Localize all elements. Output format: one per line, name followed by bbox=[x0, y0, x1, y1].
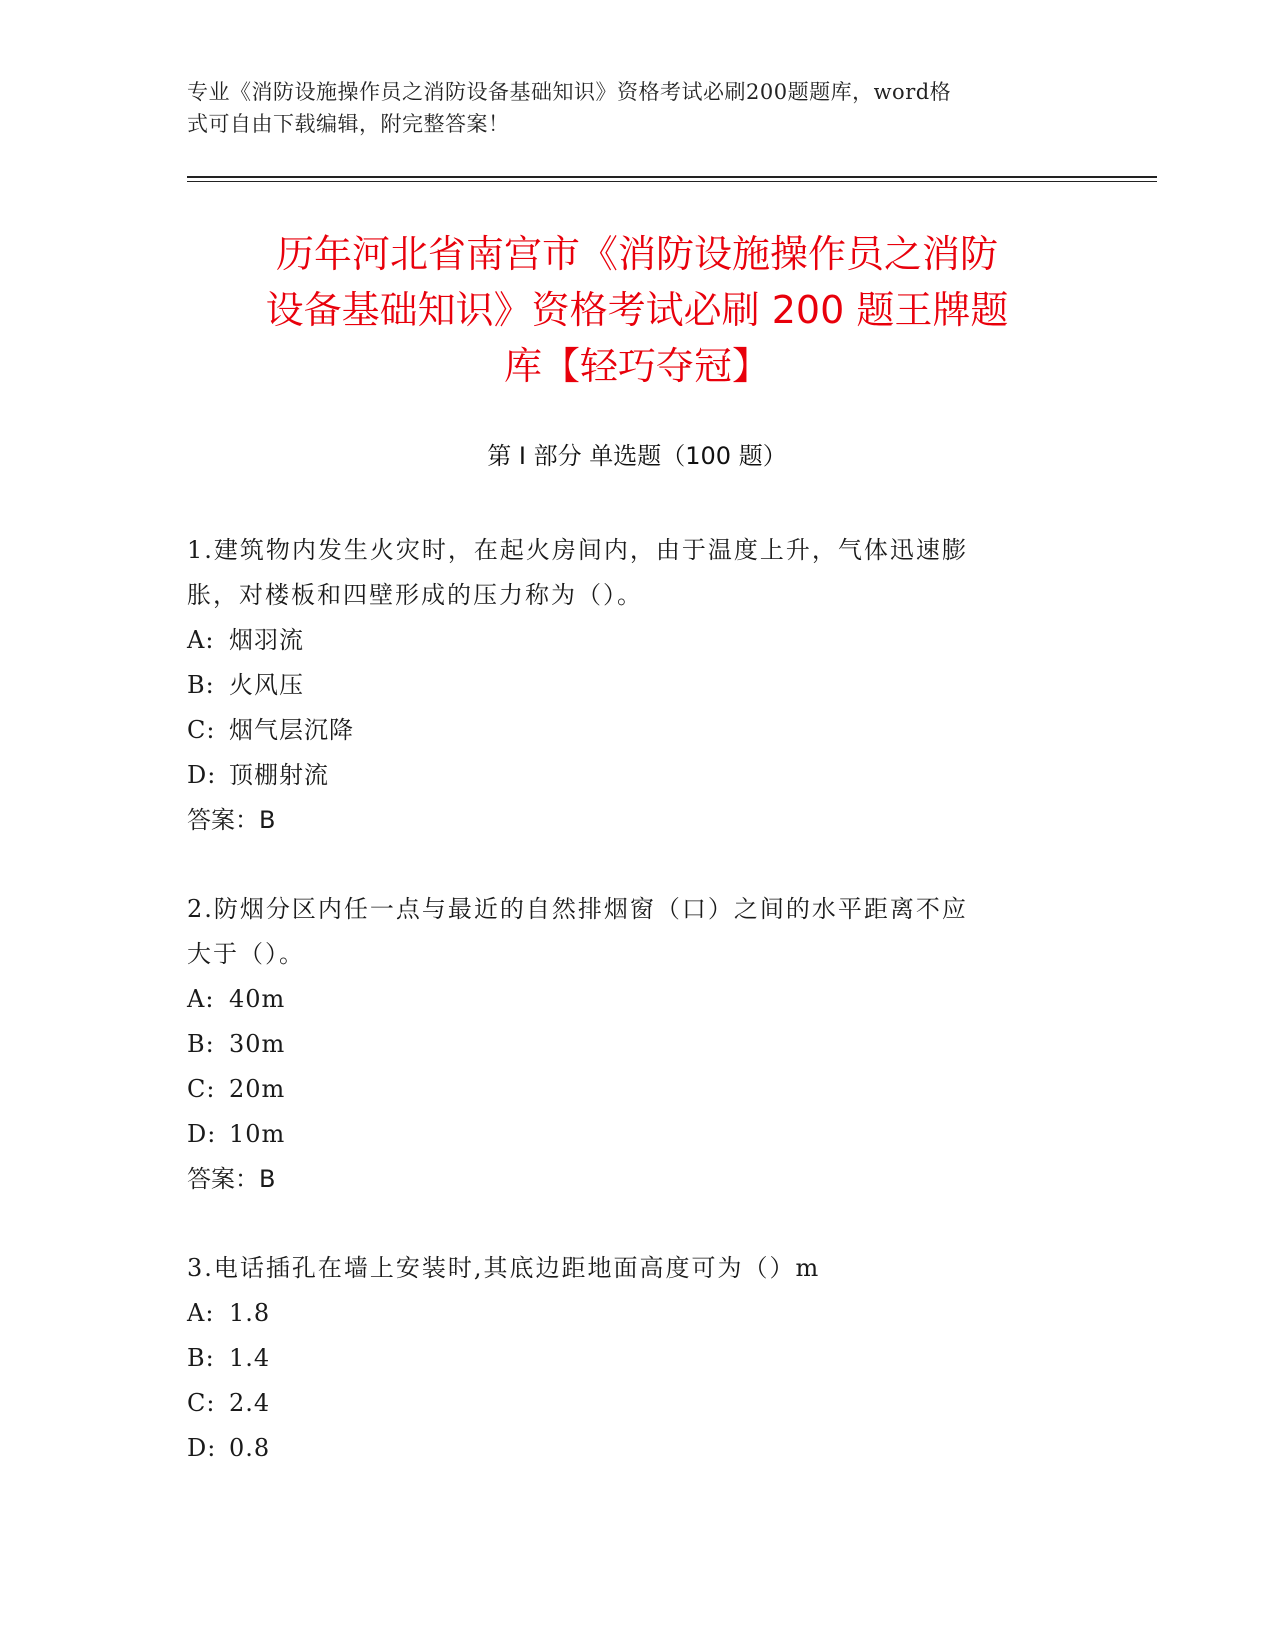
option-a bbox=[187, 618, 1067, 663]
answer-value: B bbox=[259, 806, 276, 834]
question-1 bbox=[187, 528, 1067, 843]
question-stem-line-1: 3.电话插孔在墙上安装时,其底边距地面高度可为（）m bbox=[187, 1254, 821, 1282]
question-stem bbox=[187, 1246, 1067, 1291]
option-text: 2.4 bbox=[229, 1389, 271, 1417]
question-3 bbox=[187, 1246, 1067, 1471]
answer-value: B bbox=[259, 1165, 276, 1193]
option-letter: A: bbox=[187, 626, 215, 654]
option-letter: A: bbox=[187, 1299, 215, 1327]
header-divider-thin bbox=[187, 181, 1157, 182]
option-text: 烟羽流 bbox=[229, 626, 304, 654]
option-text: 顶棚射流 bbox=[229, 761, 329, 789]
answer-line bbox=[187, 1157, 1067, 1202]
option-c bbox=[187, 1381, 1067, 1426]
option-letter: D: bbox=[187, 761, 217, 789]
option-d bbox=[187, 1112, 1067, 1157]
option-text: 1.8 bbox=[229, 1299, 271, 1327]
section-heading: 第 I 部分 单选题（100 题） bbox=[487, 442, 787, 470]
header-note bbox=[187, 76, 1057, 140]
option-text: 0.8 bbox=[229, 1434, 271, 1462]
question-stem-line-2: 胀，对楼板和四壁形成的压力称为（）。 bbox=[187, 581, 643, 609]
question-stem-line-2: 大于（）。 bbox=[187, 940, 305, 968]
option-b bbox=[187, 1022, 1067, 1067]
title-line-2: 设备基础知识》资格考试必刷 200 题王牌题 bbox=[265, 288, 1009, 332]
title-line-1: 历年河北省南宫市《消防设施操作员之消防 bbox=[275, 232, 998, 276]
question-stem-line-1: 2.防烟分区内任一点与最近的自然排烟窗（口）之间的水平距离不应 bbox=[187, 895, 968, 923]
option-letter: D: bbox=[187, 1434, 217, 1462]
option-letter: B: bbox=[187, 1030, 215, 1058]
option-letter: C: bbox=[187, 716, 216, 744]
option-text: 10m bbox=[229, 1120, 286, 1148]
question-stem bbox=[187, 887, 1067, 977]
header-divider-thick bbox=[187, 176, 1157, 178]
option-c bbox=[187, 708, 1067, 753]
title-line-3: 库【轻巧夺冠】 bbox=[503, 344, 770, 388]
option-b bbox=[187, 1336, 1067, 1381]
option-text: 40m bbox=[229, 985, 286, 1013]
option-c bbox=[187, 1067, 1067, 1112]
option-letter: A: bbox=[187, 985, 215, 1013]
question-2 bbox=[187, 887, 1067, 1202]
question-list bbox=[187, 528, 1067, 1515]
option-text: 30m bbox=[229, 1030, 286, 1058]
option-d bbox=[187, 1426, 1067, 1471]
answer-label: 答案： bbox=[187, 806, 259, 834]
answer-line bbox=[187, 798, 1067, 843]
option-text: 20m bbox=[229, 1075, 286, 1103]
option-a bbox=[187, 1291, 1067, 1336]
option-letter: B: bbox=[187, 1344, 215, 1372]
document-title bbox=[187, 226, 1087, 394]
option-letter: D: bbox=[187, 1120, 217, 1148]
option-text: 1.4 bbox=[229, 1344, 271, 1372]
question-stem-line-1: 1.建筑物内发生火灾时，在起火房间内，由于温度上升，气体迅速膨 bbox=[187, 536, 968, 564]
option-text: 火风压 bbox=[229, 671, 304, 699]
option-text: 烟气层沉降 bbox=[229, 716, 354, 744]
option-letter: C: bbox=[187, 1075, 216, 1103]
answer-label: 答案： bbox=[187, 1165, 259, 1193]
header-note-line-1: 专业《消防设施操作员之消防设备基础知识》资格考试必刷200题题库，word格 bbox=[187, 80, 952, 104]
option-b bbox=[187, 663, 1067, 708]
question-stem bbox=[187, 528, 1067, 618]
header-note-line-2: 式可自由下载编辑，附完整答案！ bbox=[187, 112, 510, 136]
option-letter: C: bbox=[187, 1389, 216, 1417]
option-letter: B: bbox=[187, 671, 215, 699]
option-d bbox=[187, 753, 1067, 798]
option-a bbox=[187, 977, 1067, 1022]
